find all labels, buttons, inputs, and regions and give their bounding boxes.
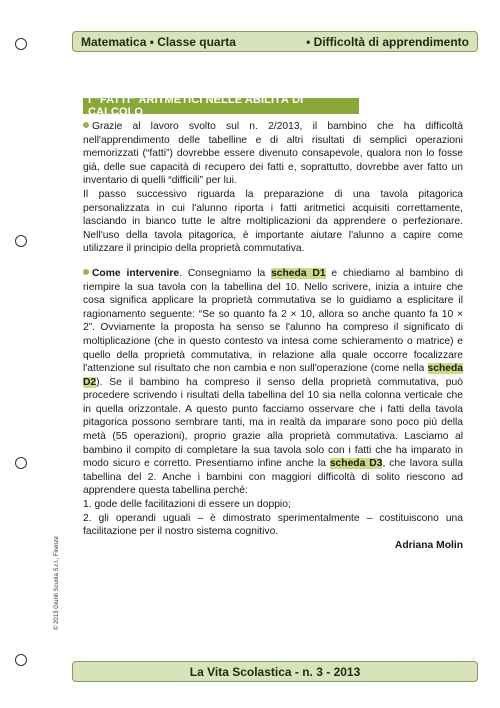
list-item: 2. gli operandi uguali – è dimostrato sperimentalmente – costituiscono una facilitazione per il nostro sistema cognitivo. bbox=[83, 512, 463, 538]
intervention-text-1: . Consegniamo la bbox=[179, 267, 272, 279]
bullet-icon bbox=[83, 122, 89, 128]
binder-hole bbox=[15, 38, 27, 50]
page-header bbox=[72, 31, 478, 52]
intervention-lead: Come intervenire bbox=[92, 267, 180, 279]
author-name: Adriana Molin bbox=[394, 539, 463, 551]
binder-hole bbox=[15, 235, 27, 247]
section-title bbox=[83, 94, 359, 118]
article-body bbox=[83, 120, 463, 552]
intervention-text-2: e chiediamo al bambino di riempire la sua tavola con la tabellina del 10. Nello scrivere, inizia a intuire che cosa significa applicare la proprietà commutativa se lo guidiamo a esplicitare il ragionamento seguente: “Se so quanto fa 2 × 10, allora so anche quanto fa 10 × 2”. Ovviamente la proposta ha senso se l'alunno ha compreso il significato di moltiplicazione (che in questo contesto va intesa come schieramento o matrice) e quello della proprietà commutativa, in relazione alla quale occorre focalizzare l'attenzione sul risultato che non cambia e non sull'operazione (come nella bbox=[83, 267, 463, 375]
binder-hole bbox=[15, 457, 27, 469]
list-item: 1. gode delle facilitazioni di essere un doppio; bbox=[83, 499, 291, 511]
footer-text: La Vita Scolastica - n. 3 - 2013 bbox=[189, 664, 361, 679]
header-subject: Matematica • Classe quarta bbox=[81, 34, 236, 49]
intervention-text-3: ). Se il bambino ha compreso il senso della proprietà commutativa, può procedere scrivendo i risultati della tabellina del 10 sia nella colonna verticale che in quella orizzontale. A questo punto facciamo osservare che i fatti della tavola pitagorica possono sembrare tanti, ma in realtà da imparare sono poco più della metà (55 operazioni), proprio grazie alla proprietà commutativa. Lasciamo al bambino il compito di completare la sua tavola solo con i fatti che ha imparato in modo sicuro e corretto. Presentiamo infine anche la bbox=[83, 376, 463, 470]
paragraph-intro-text: Grazie al lavoro svolto sul n. 2/2013, il bambino che ha difficoltà nell'apprendimento delle tabelline e di altri risultati di semplici operazioni memorizzati (“fatti”) dovrebbe essere divenuto consapevole, qualora non lo fosse già, delle sue capacità di recupero dei fatti e, soprattutto, dovrebbe aver fatto un inventario di quelli “difficili” per lui. bbox=[83, 121, 463, 187]
paragraph-second: Il passo successivo riguarda la preparazione di una tavola pitagorica personalizzata in cui l'alunno riporta i fatti aritmetici acquisiti correttamente, lasciando in bianco tutte le altre moltiplicazioni da apprendere o perfezionare. Nell'uso della tavola pitagorica, è importante aiutare l'alunno a capire come utilizzare il principio della proprietà commutativa. bbox=[83, 188, 463, 255]
link-scheda-d2: scheda D2 bbox=[83, 363, 463, 388]
link-scheda-d3: scheda D3 bbox=[329, 458, 383, 470]
header-topic: • Difficoltà di apprendimento bbox=[306, 34, 469, 49]
page-footer bbox=[72, 661, 478, 682]
reasons-list bbox=[83, 498, 463, 539]
copyright-note: © 2013 Giunti Scuola S.r.l., Firenze bbox=[54, 536, 60, 630]
link-scheda-d1: scheda D1 bbox=[271, 267, 326, 279]
paragraph-intro bbox=[83, 120, 463, 188]
section-title-text: I “FATTI” ARITMETICI NELLE ABILITÀ DI CALCOLO bbox=[88, 94, 304, 118]
intervention-text-4: , che lavora sulla tabellina del 2. Anche i bambini con maggiori difficoltà di solito riescono ad apprendere questa tabellina perché: bbox=[83, 458, 463, 497]
bullet-icon bbox=[83, 269, 89, 275]
binder-hole bbox=[15, 654, 27, 666]
paragraph-intervention bbox=[83, 267, 463, 498]
